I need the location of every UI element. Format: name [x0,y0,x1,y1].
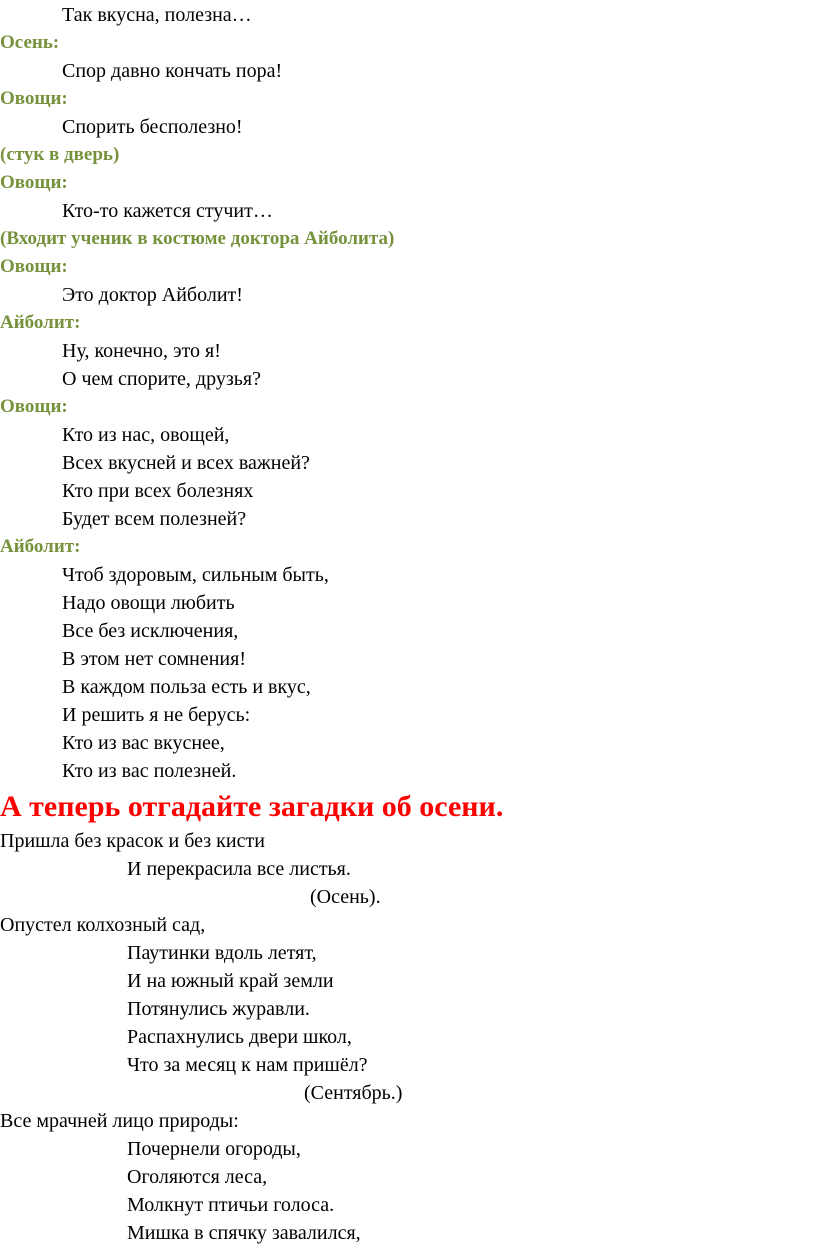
verse-line: Кто из нас, овощей, [62,424,230,446]
verse-line: В этом нет сомнения! [62,648,246,670]
riddle-line: Все мрачней лицо природы: [0,1110,239,1132]
riddle-line: Оголяются леса, [127,1166,268,1188]
verse-line: Будет всем полезней? [62,508,247,530]
verse-line: Спор давно кончать пора! [62,60,283,82]
speaker-label: Овощи: [0,396,68,417]
riddle-line: И перекрасила все листья. [127,858,351,880]
riddle-line: Почернели огороды, [127,1138,301,1160]
verse-line: Спорить бесполезно! [62,116,243,138]
speaker-label: Овощи: [0,88,68,109]
riddle-line: И на южный край земли [127,970,334,992]
speaker-label: Осень: [0,32,60,53]
verse-line: Кто при всех болезнях [62,480,254,502]
speaker-label: Овощи: [0,256,68,277]
riddle-line: Мишка в спячку завалился, [127,1222,361,1244]
speaker-label: Айболит: [0,312,81,333]
section-heading: А теперь отгадайте загадки об осени. [0,790,504,823]
riddle-line: Распахнулись двери школ, [127,1026,352,1048]
verse-line: Это доктор Айболит! [62,284,243,306]
verse-line: Кто из вас полезней. [62,760,237,782]
stage-direction: (стук в дверь) [0,144,120,165]
verse-line: Все без исключения, [62,620,239,642]
riddle-line: Паутинки вдоль летят, [127,942,317,964]
riddle-line: Опустел колхозный сад, [0,914,206,936]
verse-line: Ну, конечно, это я! [62,340,221,362]
riddle-answer: (Осень). [310,886,381,908]
riddle-line: Потянулись журавли. [127,998,310,1020]
stage-direction: (Входит ученик в костюме доктора Айболита) [0,228,395,249]
verse-line: Всех вкусней и всех важней? [62,452,310,474]
verse-line: О чем спорите, друзья? [62,368,261,390]
riddle-line: Что за месяц к нам пришёл? [127,1054,368,1076]
speaker-label: Овощи: [0,172,68,193]
riddle-line: Молкнут птичьи голоса. [127,1194,335,1216]
verse-line: Чтоб здоровым, сильным быть, [62,564,329,586]
verse-line: Кто из вас вкуснее, [62,732,225,754]
riddle-line: Пришла без красок и без кисти [0,830,265,852]
verse-line: И решить я не берусь: [62,704,251,726]
verse-line: Так вкусна, полезна… [62,4,252,26]
verse-line: Надо овощи любить [62,592,235,614]
speaker-label: Айболит: [0,536,81,557]
verse-line: В каждом польза есть и вкус, [62,676,311,698]
riddle-answer: (Сентябрь.) [304,1082,403,1104]
verse-line: Кто-то кажется стучит… [62,200,273,222]
